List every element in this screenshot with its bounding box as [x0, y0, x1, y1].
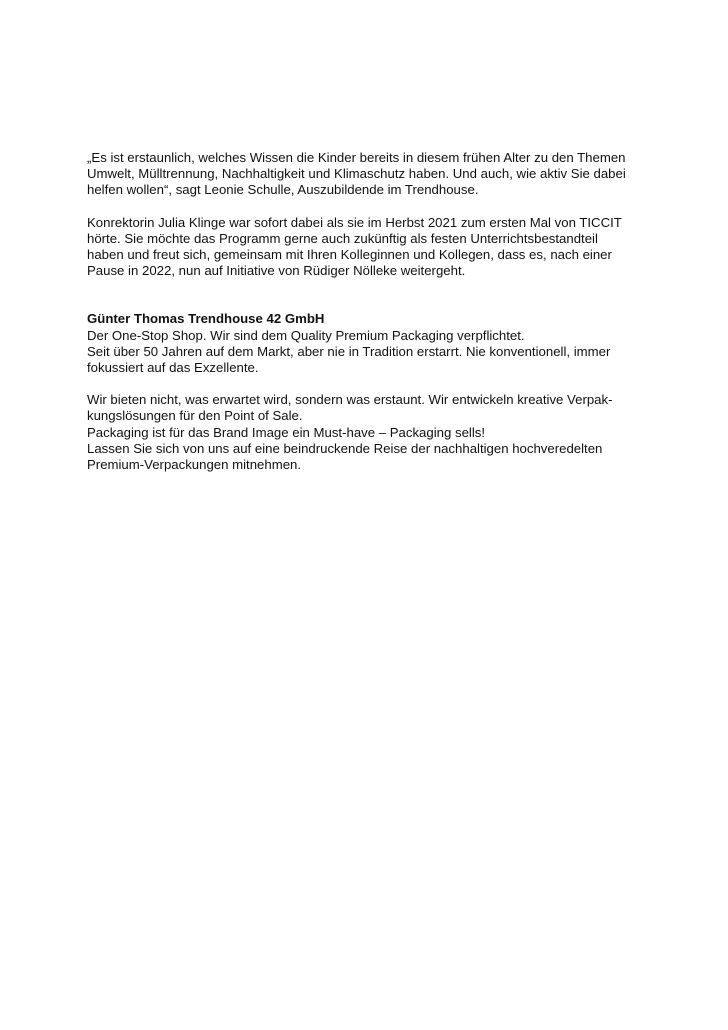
text-line: kungslösungen für den Point of Sale.	[87, 408, 303, 424]
text-line: Pause in 2022, nun auf Initiative von Rüdiger Nölleke weitergeht.	[87, 263, 466, 279]
paragraph-spacer	[87, 199, 647, 215]
text-line: haben und freut sich, gemeinsam mit Ihren Kolleginnen und Kollegen, dass es, nach einer	[87, 247, 612, 263]
konrektorin-paragraph	[87, 215, 647, 280]
text-line: Premium-Verpackungen mitnehmen.	[87, 457, 302, 473]
text-line: Wir bieten nicht, was erwartet wird, sondern was erstaunt. Wir entwickeln kreative Verpak-	[87, 392, 613, 408]
text-line: „Es ist erstaunlich, welches Wissen die Kinder bereits in diesem frühen Alter zu den Themen	[87, 150, 626, 165]
company-offer-paragraph	[87, 392, 647, 473]
text-line: hörte. Sie möchte das Programm gerne auch zukünftig als festen Unterrichtsbestandteil	[87, 230, 598, 246]
text-line: Seit über 50 Jahren auf dem Markt, aber nie in Tradition erstarrt. Nie konventionell, immer	[87, 343, 611, 359]
text-line: fokussiert auf das Exzellente.	[87, 360, 259, 376]
company-intro-paragraph	[87, 311, 647, 376]
document-body	[87, 150, 647, 473]
quote-paragraph	[87, 150, 647, 199]
text-line: Packaging ist für das Brand Image ein Must-have – Packaging sells!	[87, 424, 486, 440]
paragraph-spacer	[87, 376, 647, 392]
text-line: Der One-Stop Shop. Wir sind dem Quality Premium Packaging verpflichtet.	[87, 327, 525, 343]
text-line: Konrektorin Julia Klinge war sofort dabei als sie im Herbst 2021 zum ersten Mal von TICCIT	[87, 214, 622, 230]
company-name-heading: Günter Thomas Trendhouse 42 GmbH	[87, 311, 325, 327]
text-line: helfen wollen“, sagt Leonie Schulle, Auszubildende im Trendhouse.	[87, 182, 479, 198]
section-spacer	[87, 279, 647, 311]
text-line: Lassen Sie sich von uns auf eine beindruckende Reise der nachhaltigen hochveredelten	[87, 440, 603, 456]
text-line: Umwelt, Mülltrennung, Nachhaltigkeit und Klimaschutz haben. Und auch, wie aktiv Sie dabei	[87, 166, 626, 182]
